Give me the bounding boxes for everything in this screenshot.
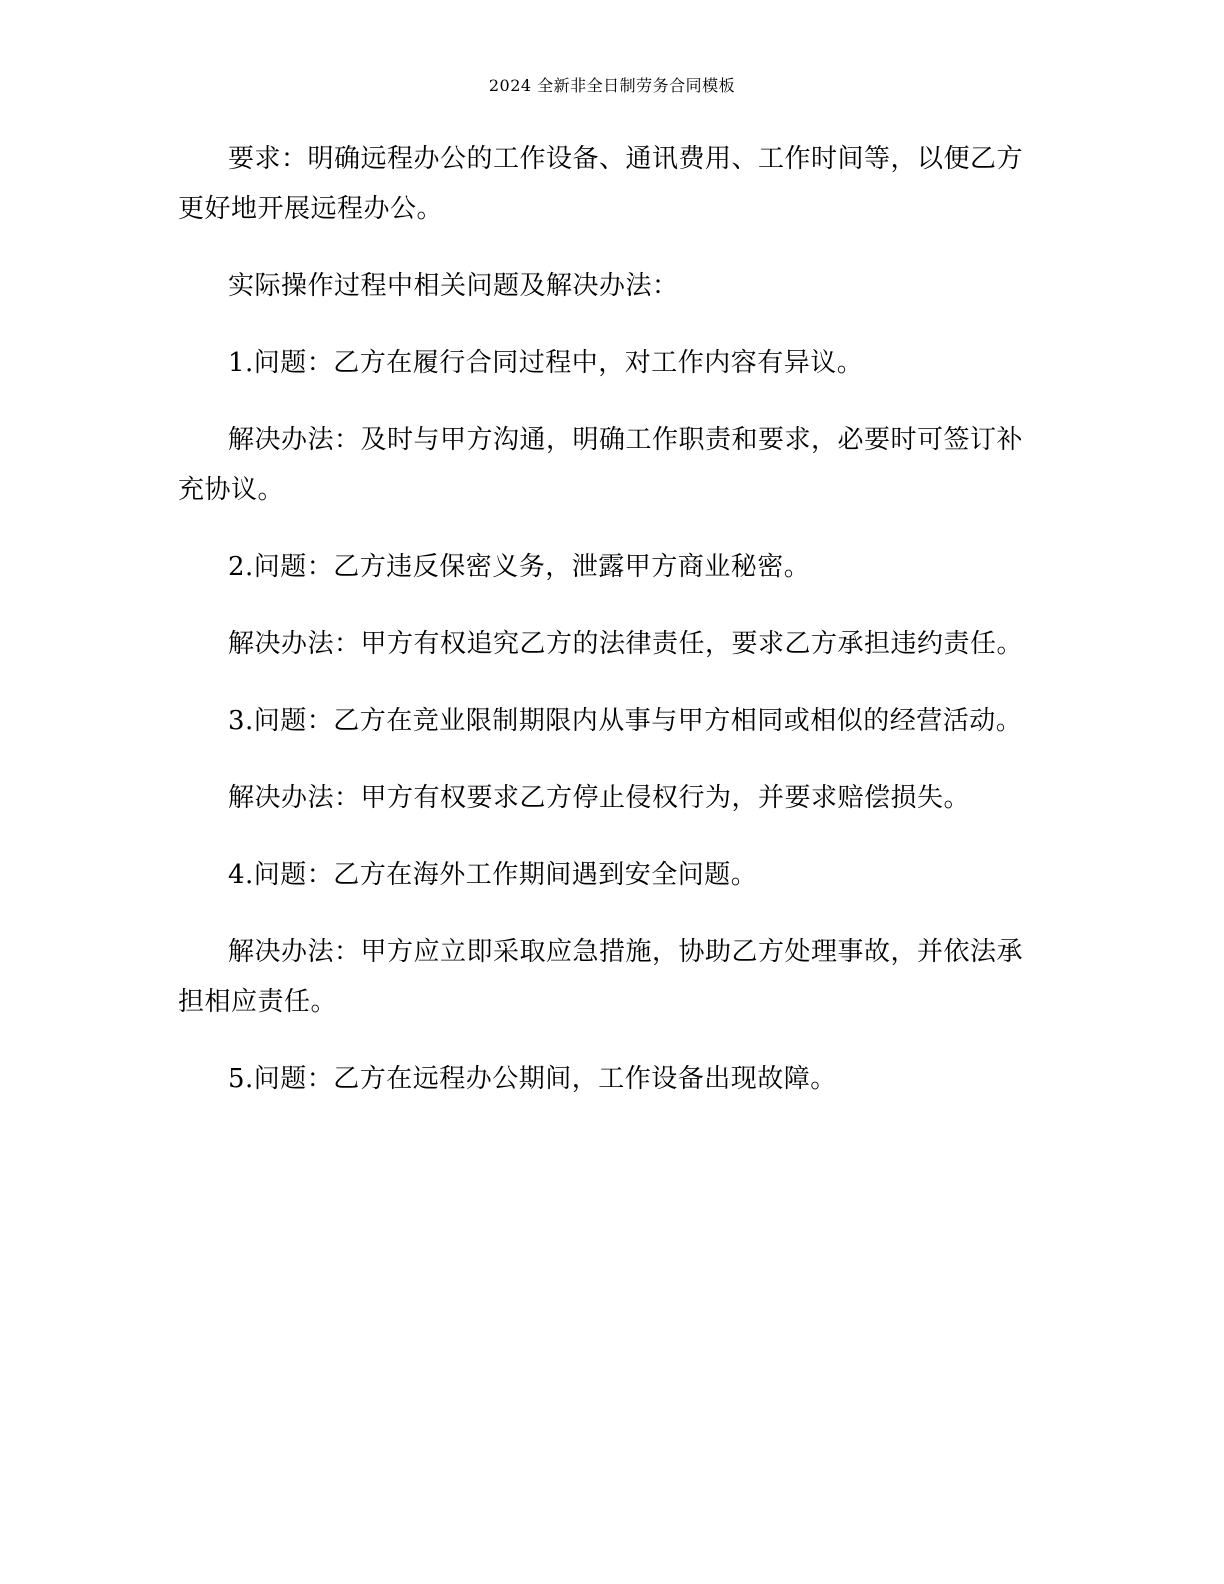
paragraph-issue-2: 2.问题：乙方违反保密义务，泄露甲方商业秘密。 [228, 552, 811, 582]
paragraph-issue-1: 1.问题：乙方在履行合同过程中，对工作内容有异议。 [228, 348, 864, 378]
document-body [178, 134, 1046, 1131]
paragraph-solution-2: 解决办法：甲方有权追究乙方的法律责任，要求乙方承担违约责任。 [228, 629, 1024, 659]
paragraph-issue-5: 5.问题：乙方在远程办公期间，工作设备出现故障。 [228, 1064, 837, 1094]
page-header [0, 74, 1224, 98]
document-title: 2024 全新非全日制劳务合同模板 [488, 76, 736, 95]
paragraph-solution-4: 解决办法：甲方应立即采取应急措施，协助乙方处理事故，并依法承担相应责任。 [178, 937, 1024, 1017]
paragraph-issues-heading: 实际操作过程中相关问题及解决办法： [228, 271, 679, 301]
paragraph-solution-3: 解决办法：甲方有权要求乙方停止侵权行为，并要求赔偿损失。 [228, 783, 971, 813]
paragraph-issue-4: 4.问题：乙方在海外工作期间遇到安全问题。 [228, 860, 758, 890]
paragraph-remote-work-requirement: 要求：明确远程办公的工作设备、通讯费用、工作时间等，以便乙方更好地开展远程办公。 [178, 144, 1024, 224]
paragraph-issue-3: 3.问题：乙方在竞业限制期限内从事与甲方相同或相似的经营活动。 [228, 706, 1023, 736]
paragraph-solution-1: 解决办法：及时与甲方沟通，明确工作职责和要求，必要时可签订补充协议。 [178, 425, 1024, 505]
